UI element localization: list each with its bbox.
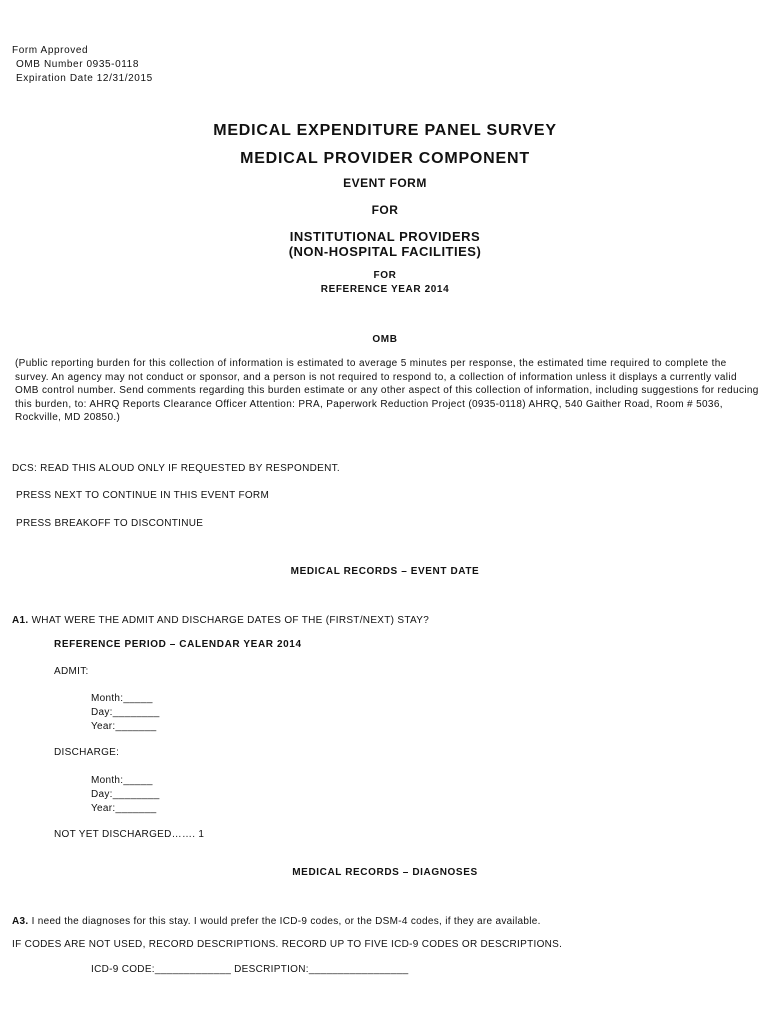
event-form-title: EVENT FORM [343,176,427,190]
discharge-year-field[interactable]: Year:_______ [91,803,157,814]
survey-title: MEDICAL EXPENDITURE PANEL SURVEY [213,122,557,139]
question-a1-text: WHAT WERE THE ADMIT AND DISCHARGE DATES OF THE (FIRST/NEXT) STAY? [31,615,430,626]
reference-period-label: REFERENCE PERIOD – CALENDAR YEAR 2014 [54,639,302,650]
event-date-section-heading: MEDICAL RECORDS – EVENT DATE [290,566,480,577]
press-next-instruction: PRESS NEXT TO CONTINUE IN THIS EVENT FORM [16,490,270,501]
discharge-month-field[interactable]: Month:_____ [91,775,153,786]
question-a1 [12,615,429,626]
press-breakoff-instruction: PRESS BREAKOFF TO DISCONTINUE [16,518,204,529]
icd9-code-field[interactable]: ICD-9 CODE:_____________ DESCRIPTION:_________________ [91,964,409,975]
question-a3 [12,916,541,927]
diagnoses-section-heading: MEDICAL RECORDS – DIAGNOSES [292,867,478,878]
reference-year-title: REFERENCE YEAR 2014 [320,284,450,295]
expiration-date-label: Expiration Date 12/31/2015 [16,73,153,84]
facility-type-title: (NON-HOSPITAL FACILITIES) [288,244,482,259]
question-a1-label: A1. [12,615,29,626]
admit-day-field[interactable]: Day:________ [91,707,160,718]
for-label-1: FOR [371,203,399,217]
omb-heading: OMB [372,334,398,345]
admit-year-field[interactable]: Year:_______ [91,721,157,732]
discharge-day-field[interactable]: Day:________ [91,789,160,800]
component-title: MEDICAL PROVIDER COMPONENT [240,150,530,167]
not-yet-discharged-option[interactable]: NOT YET DISCHARGED……. 1 [54,829,205,840]
question-a3-label: A3. [12,916,29,927]
form-approved-label: Form Approved [12,45,89,56]
omb-number-label: OMB Number 0935-0118 [16,59,139,70]
admit-label: ADMIT: [54,666,89,677]
provider-type-title: INSTITUTIONAL PROVIDERS [289,229,481,244]
question-a3-text: I need the diagnoses for this stay. I would prefer the ICD-9 codes, or the DSM-4 codes, if they are available. [31,916,541,927]
for-label-2: FOR [373,270,397,281]
codes-instruction: IF CODES ARE NOT USED, RECORD DESCRIPTIONS. RECORD UP TO FIVE ICD-9 CODES OR DESCRIPTIONS. [12,939,563,950]
burden-statement: (Public reporting burden for this collection of information is estimated to average 5 minutes per response, the estimated time required to complete the survey. An agency may not conduct or sponsor, and a person is not required to respond to, a collection of information unless it displays a currently valid OMB control number. Send comments regarding this burden estimate or any other aspect of this collection of information, including suggestions for reducing this burden, to: AHRQ Reports Clearance Officer Attention: PRA, Paperwork Reduction Project (0935-0118) AHRQ, 540 Gaither Road, Room # 5036, Rockville, MD 20850.) [15,358,759,424]
admit-month-field[interactable]: Month:_____ [91,693,153,704]
discharge-label: DISCHARGE: [54,747,120,758]
dcs-instruction: DCS: READ THIS ALOUD ONLY IF REQUESTED BY RESPONDENT. [12,463,341,474]
